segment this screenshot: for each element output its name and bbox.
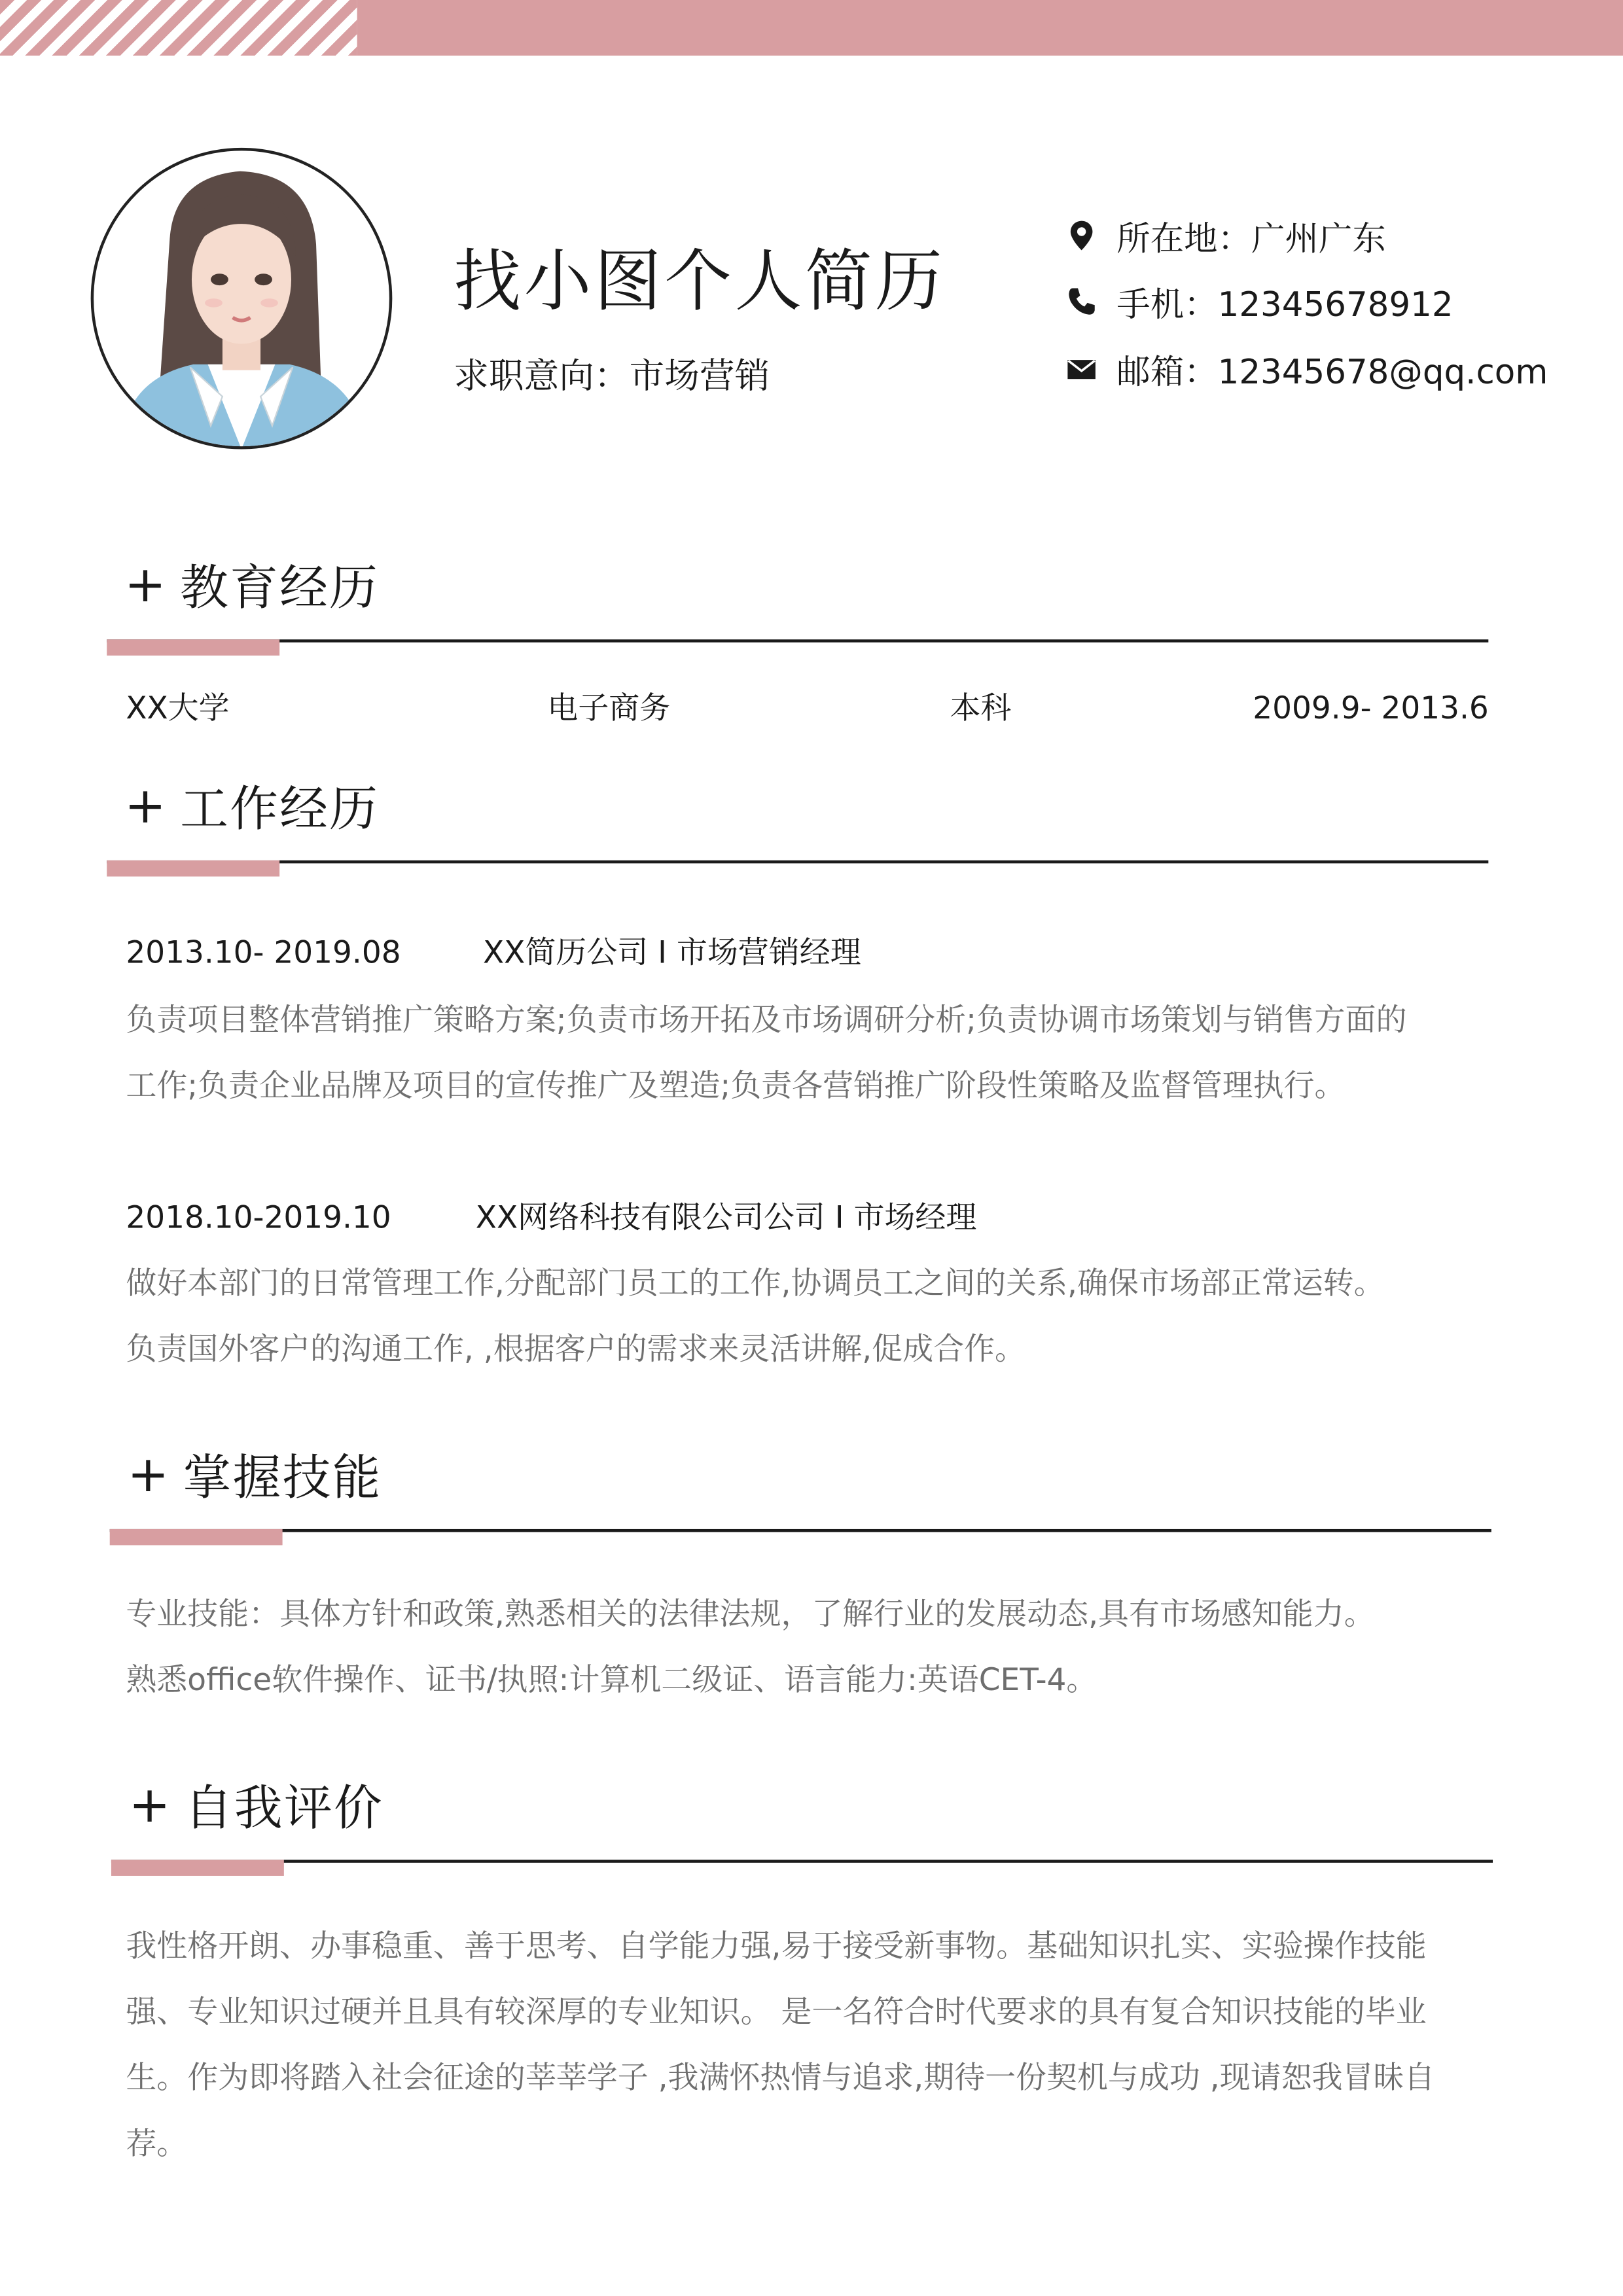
self-evaluation-line: 我性格开朗、办事稳重、善于思考、自学能力强,易于接受新事物。基础知识扎实、实验操作技能	[126, 1928, 1427, 1964]
job-company-role: XX简历公司 I 市场营销经理	[482, 934, 861, 970]
education-school: XX大学	[126, 690, 230, 726]
education-degree: 本科	[950, 690, 1012, 726]
self-evaluation-line: 生。作为即将踏入社会征途的莘莘学子 ,我满怀热情与追求,期待一份契机与成功 ,现请恕我冒昧自	[126, 2060, 1435, 2096]
education-section-heading	[107, 556, 1488, 673]
job-period: 2018.10-2019.10	[126, 1199, 391, 1235]
work-title: 工作经历	[180, 779, 380, 838]
job-description-line: 负责项目整体营销推广策略方案;负责市场开拓及市场调研分析;负责协调市场策划与销售方面的	[126, 1002, 1407, 1038]
plus-icon: +	[127, 1445, 169, 1504]
avatar-illustration	[94, 150, 389, 446]
skills-line: 专业技能：具体方针和政策,熟悉相关的法律法规，了解行业的发展动态,具有市场感知能力。	[126, 1596, 1375, 1632]
job-company-role: XX网络科技有限公司公司 I 市场经理	[475, 1199, 977, 1235]
section-accent	[107, 639, 279, 656]
section-divider	[107, 860, 1488, 863]
job-description-line: 负责国外客户的沟通工作, ,根据客户的需求来灵活讲解,促成合作。	[126, 1332, 1026, 1367]
section-accent	[110, 1529, 283, 1545]
phone-icon	[1065, 285, 1097, 317]
contact-email-text: 邮箱：12345678@qq.com	[1116, 353, 1548, 392]
section-accent	[111, 1860, 284, 1876]
location-pin-icon	[1065, 219, 1097, 251]
section-divider	[111, 1860, 1493, 1862]
contact-phone-text: 手机：12345678912	[1116, 286, 1454, 325]
self-evaluation-line: 荐。	[126, 2126, 188, 2162]
job-period: 2013.10- 2019.08	[126, 934, 401, 970]
education-period: 2009.9- 2013.6	[1253, 690, 1489, 726]
header-accent-bar	[357, 0, 1623, 56]
applicant-name: 找小图个人简历	[454, 241, 946, 321]
contact-location-text: 所在地：广州广东	[1116, 220, 1386, 258]
avatar	[91, 148, 393, 450]
plus-icon: +	[124, 556, 166, 615]
job-intention: 求职意向：市场营销	[454, 355, 770, 397]
job-description-line: 工作;负责企业品牌及项目的宣传推广及塑造;负责各营销推广阶段性策略及监督管理执行。	[126, 1068, 1346, 1104]
header-stripes-decoration	[0, 0, 357, 56]
education-title: 教育经历	[180, 559, 380, 616]
section-divider	[110, 1529, 1491, 1532]
self-evaluation-section-heading	[111, 1776, 1493, 1894]
section-accent	[107, 860, 279, 877]
contact-email	[1065, 345, 1548, 393]
self-evaluation-title: 自我评价	[184, 1779, 383, 1837]
education-major: 电子商务	[547, 690, 671, 726]
skills-section-heading	[110, 1445, 1491, 1563]
skills-line: 熟悉office软件操作、证书/执照:计算机二级证、语言能力:英语CET-4。	[126, 1662, 1097, 1698]
skills-title: 掌握技能	[183, 1448, 382, 1506]
plus-icon: +	[128, 1776, 171, 1835]
plus-icon: +	[124, 777, 166, 836]
mail-icon	[1065, 353, 1097, 385]
job-description-line: 做好本部门的日常管理工作,分配部门员工的工作,协调员工之间的关系,确保市场部正常运转。	[126, 1265, 1385, 1301]
section-divider	[107, 639, 1488, 642]
contact-phone	[1065, 278, 1454, 325]
contact-location	[1065, 212, 1386, 259]
work-section-heading	[107, 777, 1488, 894]
self-evaluation-line: 强、专业知识过硬并且具有较深厚的专业知识。 是一名符合时代要求的具有复合知识技能的毕业	[126, 1994, 1427, 2030]
